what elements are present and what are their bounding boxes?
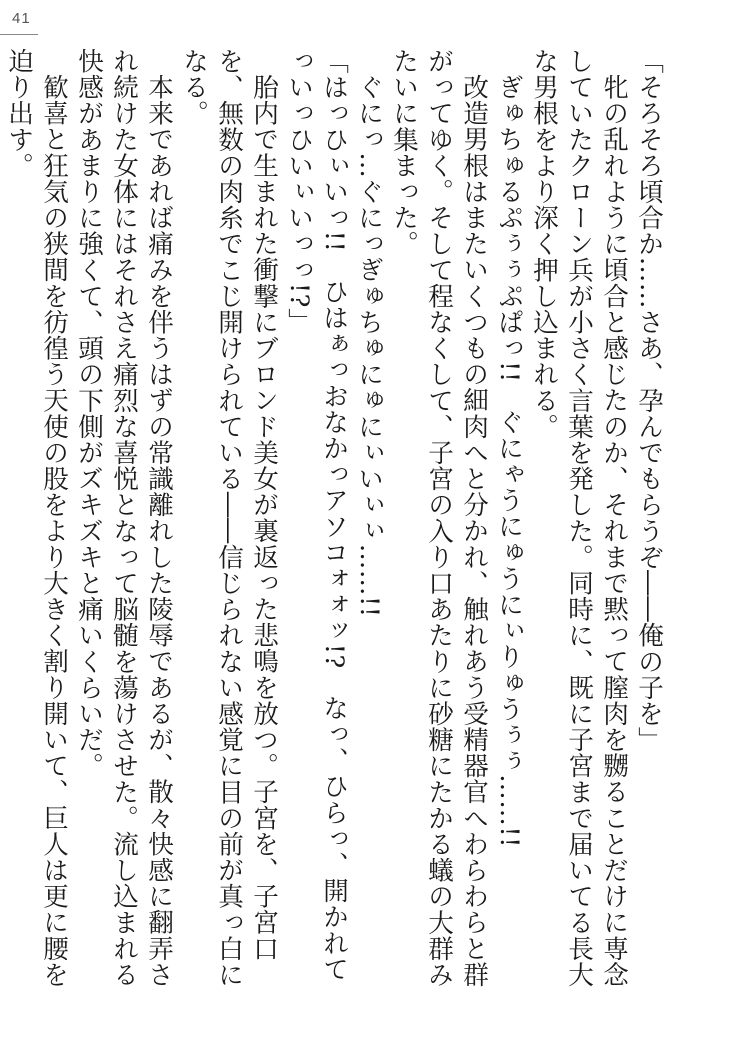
paragraph-4: 改造男根はまたいくつもの細肉へと分かれ、触れあう受精器官へわらわらと群がってゆく。そして程なくして、子宮の入り口あたりに砂糖にたかる蟻の大群みたいに集まった。 [389,48,489,988]
body-text [4,48,666,1008]
paragraph-3: ぎゅちゅるぷぅぅぷぱっ!! ぐにゃうにゅうにぃりゅうぅぅ……!! [494,73,524,848]
paragraph-2: 牝の乱れように頃合と感じたのか、それまで黙って膣肉を嬲ることだけに専念していたクローン兵が小さく言葉を発した。同時に、既に子宮まで届いてる長大な男根をより深く押し込まれる。 [529,48,629,988]
paragraph-8: 本来であれば痛みを伴うはずの常識離れした陵辱であるが、散々快感に翻弄され続けた女体にはそれさえ痛烈な喜悦となって脳髄を蕩けさせた。流し込まれる快感があまりに強くて、頭の下側がズキズキと痛いくらいだ。 [74,48,174,988]
page-number: 41 [12,10,31,27]
paragraph-9: 歓喜と狂気の狭間を彷徨う天使の股をより大きく割り開いて、巨人は更に腰を迫り出す。 [4,48,69,988]
paragraph-7: 胎内で生まれた衝撃にブロンド美女が裏返った悲鳴を放つ。子宮を、子宮口を、無数の肉糸でこじ開けられている――信じられない感覚に目の前が真っ白になる。 [179,48,279,988]
paragraph-1: 「そろそろ頃合か……さあ、孕んでもらうぞ――俺の子を」 [634,48,664,753]
paragraph-5: ぐにっ…ぐにっぎゅちゅにゅにぃいぃぃ……!! [354,73,384,618]
paragraph-6: 「はっひぃいっ!! ひはぁっおなかっアソコォォッ!? なっ、ひらっ、開かれてっいっひいぃいっっ!?」 [284,48,349,982]
paragraph-10 [0,48,1,1008]
page-number-rule [0,34,38,35]
